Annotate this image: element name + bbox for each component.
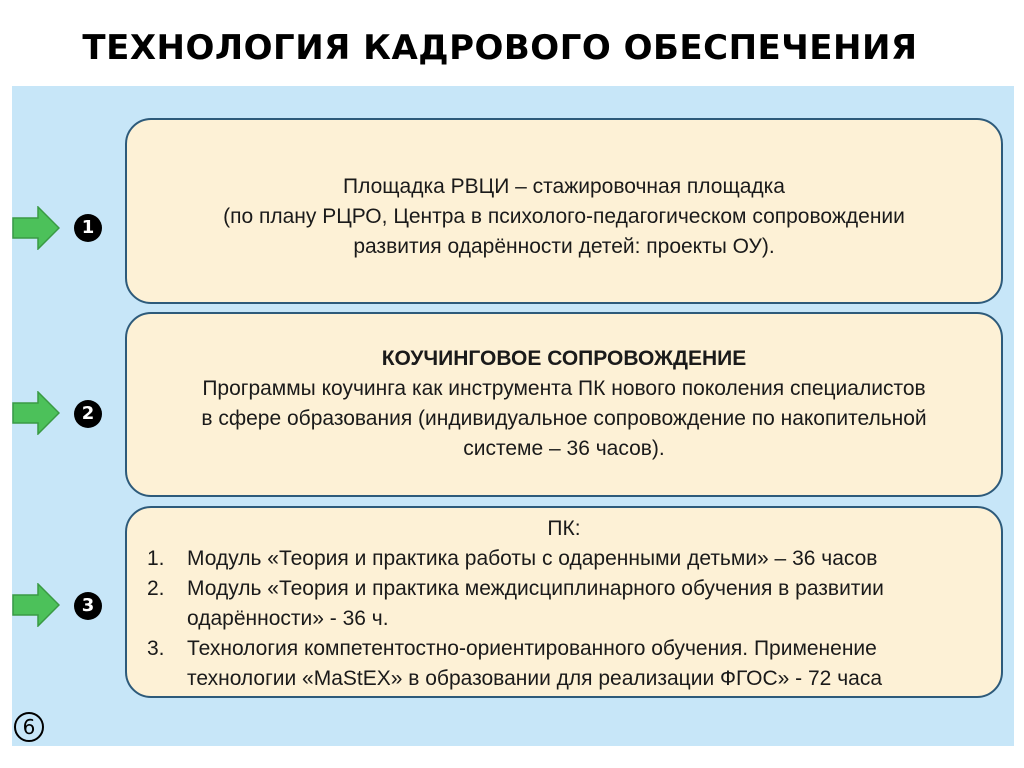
list-item: [127, 634, 1001, 694]
box-2-line: Программы коучинга как инструмента ПК нового поколения специалистов: [202, 377, 926, 400]
box-2-line: системе – 36 часов).: [463, 437, 665, 460]
list-item-text: Модуль «Теория и практика работы с одаренными детьми» – 36 часов: [187, 547, 878, 570]
number-badge-1: 1: [74, 214, 102, 242]
box-2-heading: КОУЧИНГОВОЕ СОПРОВОЖДЕНИЕ: [381, 347, 747, 370]
list-item: [127, 574, 1001, 634]
info-box-3: [125, 506, 1003, 698]
info-box-1: [125, 118, 1003, 304]
list-item-text: Технология компетентостно-ориентированного обучения. Применение: [187, 637, 877, 660]
list-item-text: технологии «MaStEX» в образовании для реализации ФГОС» - 72 часа: [187, 667, 882, 690]
number-badge-2: 2: [74, 400, 102, 428]
green-arrow-right-icon: [12, 391, 60, 435]
page-number-badge: 6: [14, 712, 44, 742]
list-item-number: 2.: [147, 577, 165, 600]
box-2-line: в сфере образования (индивидуальное сопровождение по накопительной: [201, 407, 927, 430]
list-item-text: Модуль «Теория и практика междисциплинарного обучения в развитии: [187, 577, 884, 600]
page-title: ТЕХНОЛОГИЯ КАДРОВОГО ОБЕСПЕЧЕНИЯ: [82, 28, 918, 68]
number-badge-3: 3: [74, 592, 102, 620]
list-item-text: одарённости» - 36 ч.: [187, 607, 389, 630]
box-1-line: развития одарённости детей: проекты ОУ).: [353, 235, 775, 258]
box-1-line: (по плану РЦРО, Центра в психолого-педагогическом сопровождении: [223, 205, 905, 228]
info-box-2: [125, 312, 1003, 497]
course-list: [127, 544, 1001, 694]
green-arrow-right-icon: [12, 206, 60, 250]
box-3-heading: ПК:: [547, 517, 581, 540]
list-item-number: 1.: [147, 547, 165, 570]
list-item-number: 3.: [147, 637, 165, 660]
list-item: [127, 544, 1001, 574]
green-arrow-right-icon: [12, 583, 60, 627]
box-1-line: Площадка РВЦИ – стажировочная площадка: [343, 175, 785, 198]
